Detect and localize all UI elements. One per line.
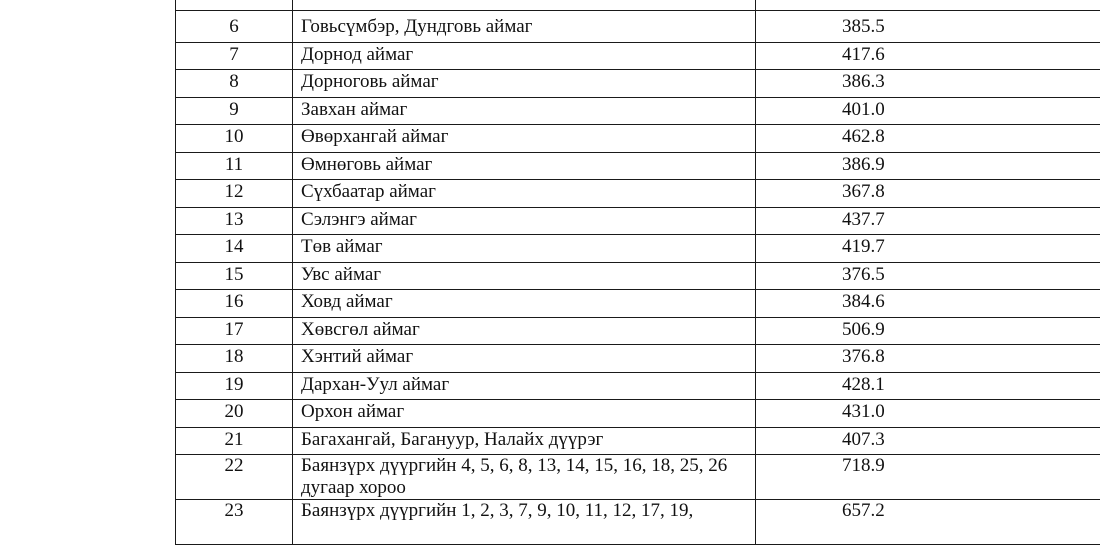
row-number: 7 [176,42,293,70]
row-value: 506.9 [756,317,1100,345]
row-number: 9 [176,97,293,125]
table-row [176,235,1100,263]
row-value: 419.7 [756,235,1100,263]
row-value: 386.3 [756,70,1100,98]
row-name: Баянзүрх дүүргийн 1, 2, 3, 7, 9, 10, 11, 12, 17, 19, [293,500,756,545]
row-value: 718.9 [756,455,1100,500]
row-number: 10 [176,125,293,153]
row-value: 417.6 [756,42,1100,70]
row-number: 19 [176,372,293,400]
row-name: Баянзүрх дүүргийн 4, 5, 6, 8, 13, 14, 15, 16, 18, 25, 26 дугаар хороо [293,455,756,500]
row-number: 18 [176,345,293,373]
row-value: 407.3 [756,427,1100,455]
row-name [293,0,756,11]
row-number: 6 [176,11,293,43]
row-number: 8 [176,70,293,98]
row-value: 657.2 [756,500,1100,545]
row-number [176,0,293,11]
row-number: 15 [176,262,293,290]
table-row [176,207,1100,235]
row-name: Завхан аймаг [293,97,756,125]
row-value [756,0,1100,11]
row-name: Орхон аймаг [293,400,756,428]
row-number: 13 [176,207,293,235]
row-number: 17 [176,317,293,345]
row-name: Төв аймаг [293,235,756,263]
row-number: 16 [176,290,293,318]
row-value: 428.1 [756,372,1100,400]
row-name: Өвөрхангай аймаг [293,125,756,153]
data-table [175,0,1100,545]
table-row [176,500,1100,545]
row-name: Увс аймаг [293,262,756,290]
row-name: Сэлэнгэ аймаг [293,207,756,235]
table-row [176,345,1100,373]
row-name: Ховд аймаг [293,290,756,318]
row-name: Говьсүмбэр, Дундговь аймаг [293,11,756,43]
table-row [176,152,1100,180]
row-number: 20 [176,400,293,428]
row-name: Дорноговь аймаг [293,70,756,98]
table-row [176,317,1100,345]
row-value: 384.6 [756,290,1100,318]
row-number: 21 [176,427,293,455]
row-name: Багахангай, Багануур, Налайх дүүрэг [293,427,756,455]
row-name: Дархан-Уул аймаг [293,372,756,400]
table-row [176,262,1100,290]
table-row [176,180,1100,208]
row-value: 376.5 [756,262,1100,290]
table-row [176,125,1100,153]
row-number: 14 [176,235,293,263]
row-value: 401.0 [756,97,1100,125]
table-row [176,400,1100,428]
table-row [176,11,1100,43]
row-number: 22 [176,455,293,500]
row-number: 12 [176,180,293,208]
table-row [176,42,1100,70]
table-row [176,455,1100,500]
table-row [176,290,1100,318]
row-name: Өмнөговь аймаг [293,152,756,180]
row-value: 437.7 [756,207,1100,235]
row-value: 462.8 [756,125,1100,153]
row-value: 376.8 [756,345,1100,373]
table-row [176,70,1100,98]
table-row [176,0,1100,11]
row-value: 385.5 [756,11,1100,43]
row-name: Сүхбаатар аймаг [293,180,756,208]
row-value: 367.8 [756,180,1100,208]
table-row [176,427,1100,455]
table-row [176,97,1100,125]
row-value: 431.0 [756,400,1100,428]
row-number: 11 [176,152,293,180]
row-name: Хэнтий аймаг [293,345,756,373]
row-number: 23 [176,500,293,545]
row-value: 386.9 [756,152,1100,180]
row-name: Дорнод аймаг [293,42,756,70]
table-row [176,372,1100,400]
row-name: Хөвсгөл аймаг [293,317,756,345]
